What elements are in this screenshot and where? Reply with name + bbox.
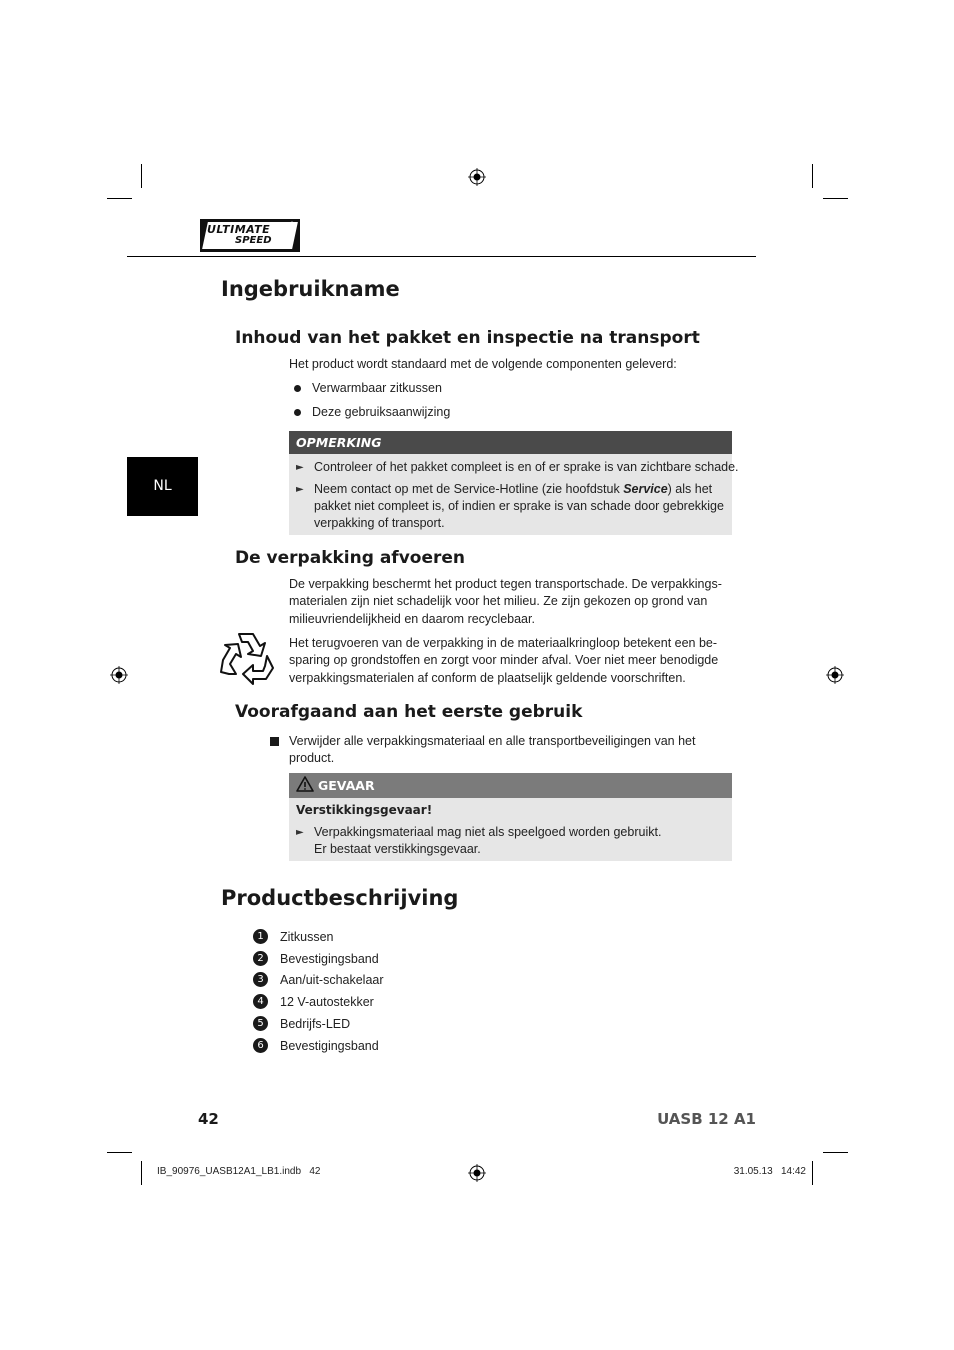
arrow-icon: ► [296,827,304,838]
crop-mark [141,164,142,188]
language-tab-label: NL [153,478,172,494]
part-label: Bevestigingsband [280,952,379,966]
note-item-cont: pakket niet compleet is, of indien er sprake is van schade door gebrekkige [314,499,724,513]
part-number: 5 [253,1016,268,1031]
crop-mark [823,1152,848,1153]
warning-icon [296,776,314,792]
note-item: Controleer of het pakket compleet is en of er sprake is van zichtbare schade. [314,460,739,474]
bullet-icon [294,409,301,416]
paragraph-line: milieuvriendelijkheid en daarom recyclebaar. [289,612,535,626]
part-number: 1 [253,929,268,944]
part-number: 2 [253,951,268,966]
language-tab [127,457,198,516]
brand-line1: ULTIMATE [207,223,271,236]
danger-line: Er bestaat verstikkingsgevaar. [314,842,481,856]
print-date-info: 31.05.13 14:42 [733,1166,806,1177]
paragraph-line: De verpakking beschermt het product tegen transportschade. De verpakkings- [289,577,722,591]
paragraph-line: materialen zijn niet schadelijk voor het milieu. Ze zijn gekozen op grond van [289,594,708,608]
part-label: 12 V-autostekker [280,995,374,1009]
paragraph-line: Het terugvoeren van de verpakking in de materiaalkringloop betekent een be- [289,636,718,650]
note-emphasis: Service [623,482,668,496]
subsection-title: De verpakking afvoeren [235,548,465,568]
model-number: UASB 12 A1 [657,1110,756,1128]
part-label: Bevestigingsband [280,1039,379,1053]
crop-mark [823,198,848,199]
brand-line2: SPEED [235,235,272,246]
paragraph-line: verpakkingsmaterialen af conform de plaatselijk geldende voorschriften. [289,671,686,685]
bullet-icon [294,385,301,392]
list-item: Verwarmbaar zitkussen [312,381,442,395]
recycle-icon [217,630,275,686]
page-number: 42 [198,1110,219,1128]
part-number: 3 [253,972,268,987]
step-line: Verwijder alle verpakkingsmateriaal en alle transportbeveiligingen van het [289,734,696,748]
danger-label: GEVAAR [318,778,375,793]
part-label: Aan/uit-schakelaar [280,973,384,987]
note-item-cont: verpakking of transport. [314,516,445,530]
paragraph: Het product wordt standaard met de volgende componenten geleverd: [289,357,677,371]
registration-mark-icon [826,666,844,684]
note-header [289,431,732,454]
registration-mark-icon [468,1164,486,1182]
danger-subtitle: Verstikkingsgevaar! [296,803,433,817]
section-title: Productbeschrijving [221,886,459,910]
part-number: 4 [253,994,268,1009]
danger-header [289,773,732,798]
part-label: Zitkussen [280,930,334,944]
step-line: product. [289,751,335,765]
registration-mark-icon [468,168,486,186]
paragraph-line: sparing op grondstoffen en zorgt voor minder afval. Voer niet meer benodigde [289,653,719,667]
subsection-title: Voorafgaand aan het eerste gebruik [235,702,583,722]
crop-mark [812,164,813,188]
note-label: OPMERKING [296,435,382,450]
arrow-icon: ► [296,484,304,495]
crop-mark [107,198,132,199]
registration-mark-icon [110,666,128,684]
header-rule [127,256,756,257]
subsection-title: Inhoud van het pakket en inspectie na transport [235,328,700,348]
part-number: 6 [253,1038,268,1053]
part-label: Bedrijfs-LED [280,1017,351,1031]
arrow-icon: ► [296,462,304,473]
note-item [314,481,712,499]
square-bullet-icon [270,737,279,746]
print-file-info: IB_90976_UASB12A1_LB1.indb 42 [157,1166,321,1177]
list-item: Deze gebruiksaanwijzing [312,405,451,419]
note-text: ) als het [667,482,713,496]
section-title: Ingebruikname [221,277,400,301]
note-text: Neem contact op met de Service-Hotline (zie hoofdstuk [314,482,624,496]
crop-mark [141,1161,142,1185]
brand-logo [200,219,300,252]
crop-mark [107,1152,132,1153]
danger-line: Verpakkingsmateriaal mag niet als speelgoed worden gebruikt. [314,825,662,839]
brand-mark: ® [289,221,295,228]
crop-mark [812,1161,813,1185]
